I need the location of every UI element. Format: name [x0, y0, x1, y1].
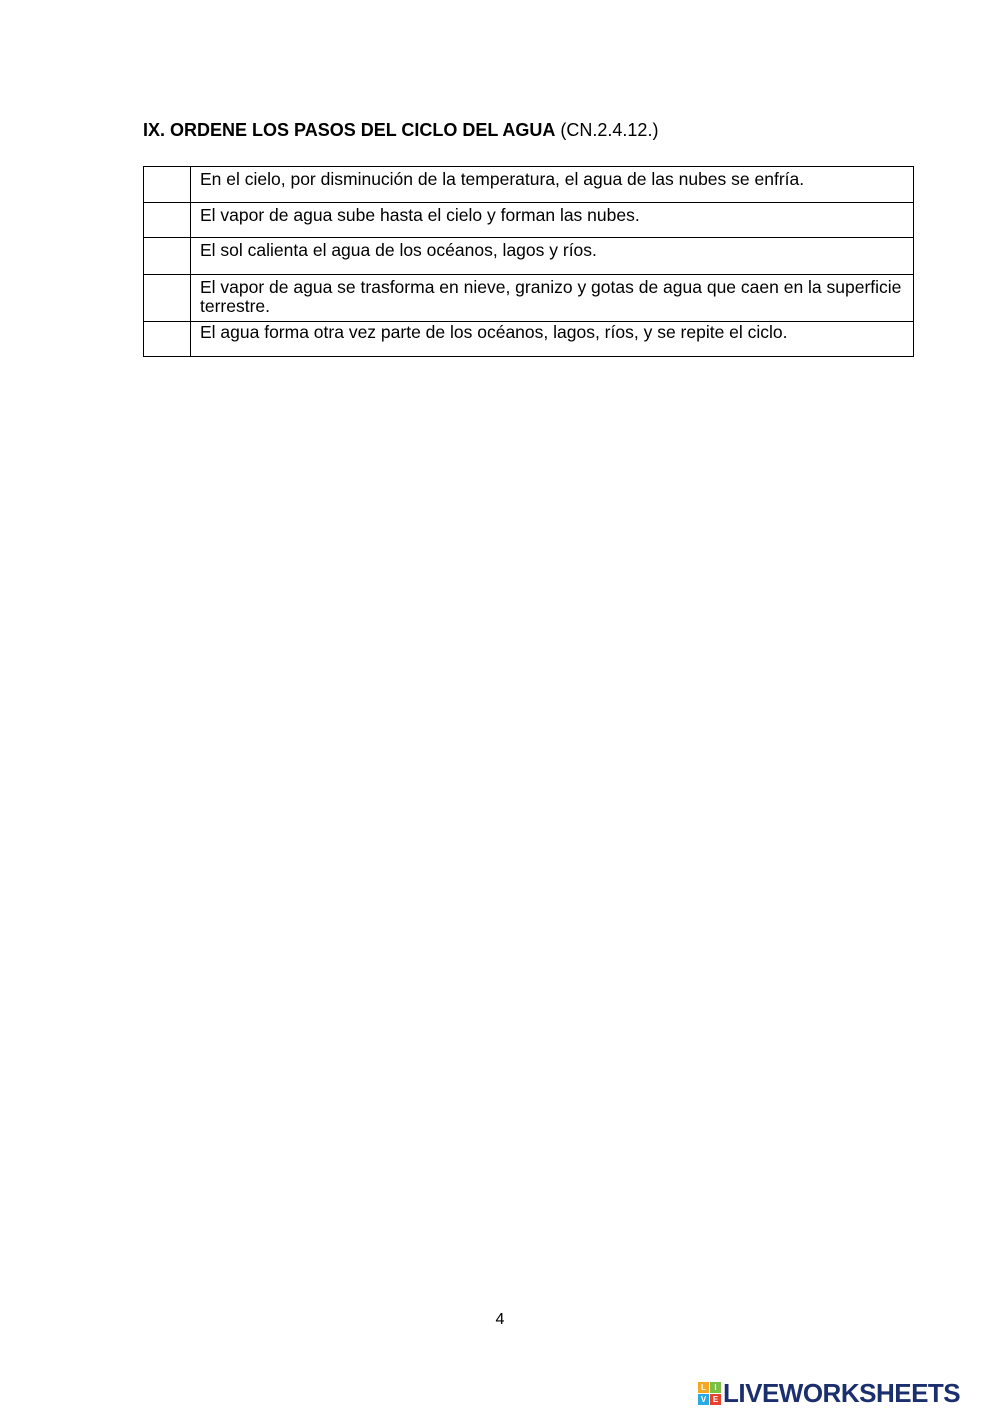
- liveworksheets-logo: [698, 1378, 960, 1408]
- order-answer-cell[interactable]: [144, 275, 191, 322]
- logo-letter: I: [710, 1382, 721, 1393]
- step-text: El vapor de agua se trasforma en nieve, granizo y gotas de agua que caen en la superficie terrestre.: [191, 275, 914, 322]
- step-text: El vapor de agua sube hasta el cielo y forman las nubes.: [191, 203, 914, 238]
- order-answer-cell[interactable]: [144, 203, 191, 238]
- step-text: En el cielo, por disminución de la temperatura, el agua de las nubes se enfría.: [191, 167, 914, 203]
- logo-letter: V: [698, 1394, 709, 1405]
- order-answer-input-2[interactable]: [144, 203, 190, 223]
- section-heading: [143, 118, 658, 142]
- order-answer-input-1[interactable]: [144, 167, 190, 187]
- logo-text: LIVEWORKSHEETS: [723, 1377, 961, 1408]
- table-row: [144, 275, 914, 322]
- water-cycle-steps-table: [143, 166, 914, 357]
- order-answer-input-4[interactable]: [144, 275, 190, 295]
- section-title: IX. ORDENE LOS PASOS DEL CICLO DEL AGUA: [143, 120, 556, 140]
- logo-letter: E: [710, 1394, 721, 1405]
- step-text: El sol calienta el agua de los océanos, lagos y ríos.: [191, 238, 914, 275]
- order-answer-input-3[interactable]: [144, 238, 190, 258]
- page-number: 4: [495, 1311, 505, 1328]
- table-row: [144, 203, 914, 238]
- table-row: [144, 322, 914, 357]
- liveworksheets-logo-icon: [698, 1382, 721, 1405]
- table-row: [144, 167, 914, 203]
- order-answer-cell[interactable]: [144, 322, 191, 357]
- section-code: (CN.2.4.12.): [560, 120, 659, 140]
- order-answer-input-5[interactable]: [144, 322, 190, 342]
- order-answer-cell[interactable]: [144, 167, 191, 203]
- logo-letter: L: [698, 1382, 709, 1393]
- table-row: [144, 238, 914, 275]
- order-answer-cell[interactable]: [144, 238, 191, 275]
- step-text: El agua forma otra vez parte de los océanos, lagos, ríos, y se repite el ciclo.: [191, 322, 914, 357]
